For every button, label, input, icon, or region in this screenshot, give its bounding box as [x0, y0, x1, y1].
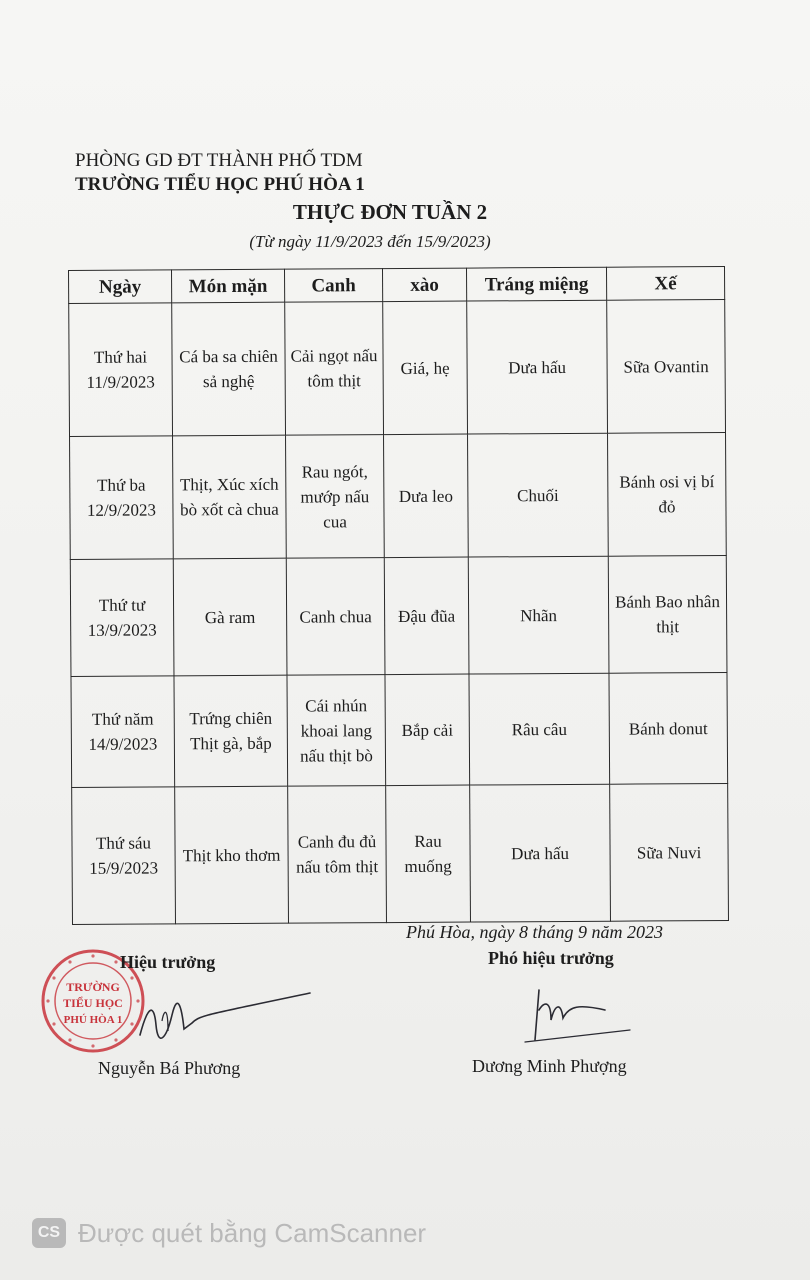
day-date: 13/9/2023: [87, 620, 157, 640]
department-name: PHÒNG GD ĐT THÀNH PHỐ TDM: [75, 150, 363, 171]
main-dish-cell: Gà ram: [173, 558, 287, 676]
stir-fry-cell: Dưa leo: [384, 434, 469, 558]
principal-name: Nguyễn Bá Phương: [98, 1058, 241, 1078]
stir-fry-cell: Đậu đũa: [384, 557, 469, 675]
stir-fry-cell: Giá, hẹ: [383, 301, 468, 435]
day-name: Thứ hai: [93, 347, 148, 367]
soup-cell: Rau ngót, mướp nấu cua: [286, 435, 385, 559]
table-row: [71, 672, 728, 787]
day-name: Thứ năm: [91, 709, 154, 729]
soup-cell: Canh đu đủ nấu tôm thịt: [288, 786, 387, 924]
column-header-snack: Xế: [606, 266, 724, 300]
day-date: 14/9/2023: [88, 734, 158, 754]
snack-cell: Bánh Bao nhân thịt: [608, 555, 727, 673]
stamp-line-2: TIỂU HỌC: [63, 996, 123, 1010]
place-and-date: Phú Hòa, ngày 8 tháng 9 năm 2023: [406, 922, 663, 942]
page-title: THỰC ĐƠN TUẦN 2: [292, 200, 488, 224]
table-row: [70, 555, 727, 676]
column-header-dessert: Tráng miệng: [466, 267, 606, 301]
dessert-cell: Dưa hấu: [467, 300, 608, 434]
day-cell: [70, 436, 174, 560]
date-range: (Từ ngày 11/9/2023 đến 15/9/2023): [249, 232, 491, 251]
vice-principal-name: Dương Minh Phượng: [472, 1056, 627, 1076]
column-header-day: Ngày: [69, 270, 172, 304]
soup-cell: Canh chua: [286, 558, 385, 676]
day-name: Thứ tư: [98, 595, 146, 615]
day-cell: [69, 303, 173, 437]
menu-table: [68, 266, 729, 925]
dessert-cell: Chuối: [468, 433, 609, 557]
school-name: TRƯỜNG TIỂU HỌC PHÚ HÒA 1: [75, 174, 365, 195]
watermark-text: Được quét bằng CamScanner: [78, 1217, 427, 1248]
main-dish-cell: Cá ba sa chiên sả nghệ: [172, 302, 286, 436]
stir-fry-cell: Bắp cải: [385, 674, 470, 786]
main-dish-cell: Thịt, Xúc xích bò xốt cà chua: [173, 435, 287, 559]
soup-cell: Cái nhún khoai lang nấu thịt bò: [287, 675, 386, 787]
camscanner-watermark: [32, 1216, 426, 1250]
snack-cell: Bánh donut: [609, 672, 728, 784]
table-row: [72, 783, 729, 924]
snack-cell: Bánh osi vị bí đỏ: [608, 432, 727, 556]
stamp-line-3: PHÚ HÒA 1: [63, 1014, 123, 1026]
column-header-main-dish: Món mặn: [172, 269, 285, 303]
column-header-soup: Canh: [284, 269, 382, 303]
table-row: [69, 299, 726, 436]
camscanner-logo-icon: CS: [32, 1218, 66, 1248]
day-cell: [71, 676, 175, 788]
main-dish-cell: Trứng chiên Thịt gà, bắp: [174, 675, 288, 787]
day-name: Thứ sáu: [95, 833, 152, 853]
vice-principal-title: Phó hiệu trưởng: [488, 948, 614, 968]
day-cell: [72, 787, 176, 925]
column-header-stir-fry: xào: [382, 268, 466, 302]
principal-title: Hiệu trưởng: [120, 952, 216, 972]
day-name: Thứ ba: [97, 475, 146, 495]
stamp-line-1: TRƯỜNG: [66, 980, 120, 994]
snack-cell: Sữa Nuvi: [610, 783, 729, 921]
dessert-cell: Dưa hấu: [470, 784, 611, 922]
soup-cell: Cải ngọt nấu tôm thịt: [285, 302, 384, 436]
table-row: [70, 432, 727, 559]
vice-principal-signature-icon: [495, 980, 635, 1050]
table-header-row: [69, 266, 725, 303]
day-cell: [70, 559, 174, 677]
dessert-cell: Râu câu: [469, 673, 610, 785]
day-date: 11/9/2023: [86, 372, 155, 392]
main-dish-cell: Thịt kho thơm: [175, 786, 289, 924]
day-date: 12/9/2023: [86, 500, 156, 520]
snack-cell: Sữa Ovantin: [607, 299, 726, 433]
dessert-cell: Nhãn: [468, 556, 609, 674]
principal-signature-icon: [120, 985, 315, 1055]
stir-fry-cell: Rau muống: [386, 785, 471, 923]
day-date: 15/9/2023: [89, 858, 159, 878]
